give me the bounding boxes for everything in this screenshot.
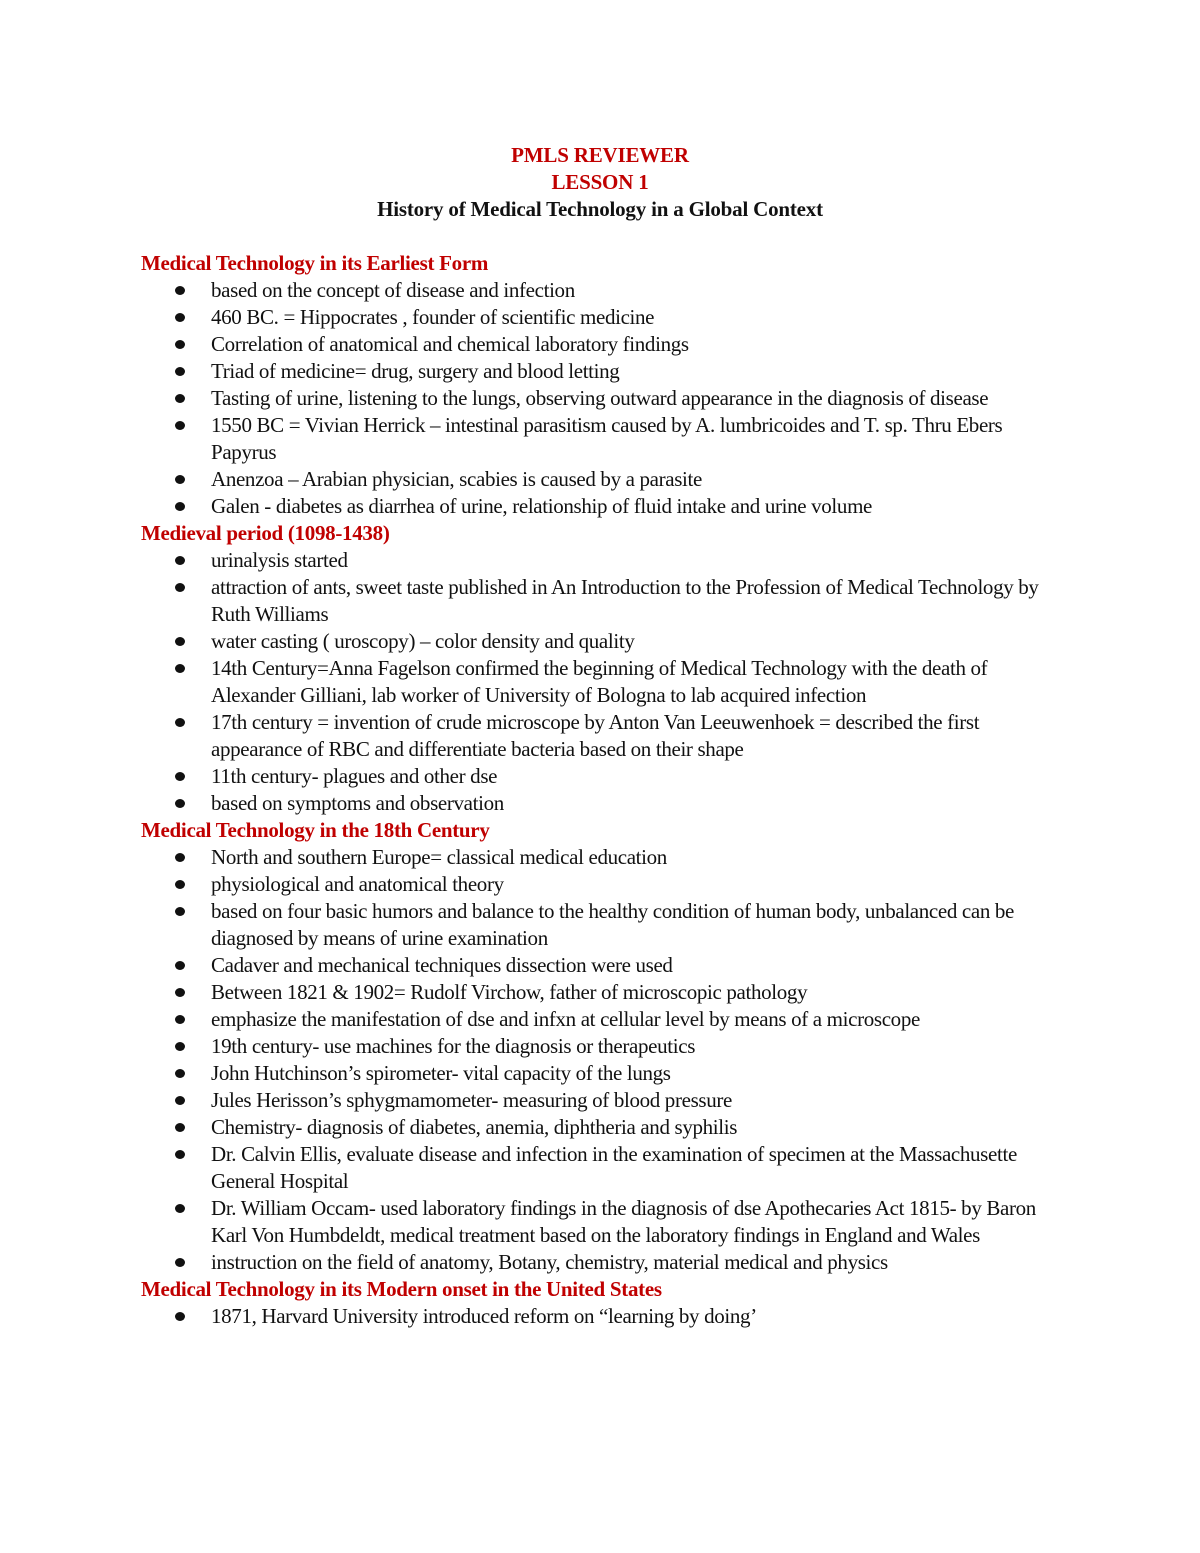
list-item — [141, 412, 1071, 466]
list-item — [141, 1006, 1071, 1033]
bullet-icon — [175, 583, 185, 592]
bullet-icon — [175, 1312, 185, 1321]
list-item — [141, 763, 1071, 790]
bullet-icon — [175, 799, 185, 808]
list-item-text: Dr. William Occam- used laboratory findings in the diagnosis of dse Apothecaries Act 1815- by Baron Karl Von Humbdeldt, medical treatment based on the laboratory findings in England and Wales — [211, 1196, 1036, 1247]
bullet-icon — [175, 394, 185, 403]
bullet-icon — [175, 475, 185, 484]
list-item — [141, 304, 1071, 331]
section — [141, 250, 1071, 520]
bullet-icon — [175, 286, 185, 295]
list-item — [141, 628, 1071, 655]
list-item-text: based on the concept of disease and infection — [211, 278, 575, 302]
list-item — [141, 790, 1071, 817]
bullet-list — [141, 1303, 1071, 1330]
list-item-text: instruction on the field of anatomy, Botany, chemistry, material medical and physics — [211, 1250, 888, 1274]
section — [141, 817, 1071, 1276]
list-item-text: 17th century = invention of crude microscope by Anton Van Leeuwenhoek = described the first appearance of RBC and differentiate bacteria based on their shape — [211, 710, 980, 761]
bullet-icon — [175, 1258, 185, 1267]
list-item-text: based on four basic humors and balance to the healthy condition of human body, unbalanced can be diagnosed by means of urine examination — [211, 899, 1015, 950]
section-heading: Medical Technology in its Modern onset in the United States — [141, 1277, 662, 1301]
bullet-list — [141, 844, 1071, 1276]
bullet-icon — [175, 988, 185, 997]
list-item-text: Tasting of urine, listening to the lungs, observing outward appearance in the diagnosis of disease — [211, 386, 989, 410]
list-item-text: physiological and anatomical theory — [211, 872, 504, 896]
list-item-text: Jules Herisson’s sphygmamometer- measuring of blood pressure — [211, 1088, 732, 1112]
lesson-label: LESSON 1 — [551, 170, 649, 194]
list-item — [141, 358, 1071, 385]
list-item — [141, 1303, 1071, 1330]
bullet-icon — [175, 772, 185, 781]
list-item-text: urinalysis started — [211, 548, 348, 572]
list-item — [141, 1195, 1071, 1249]
bullet-icon — [175, 961, 185, 970]
list-item — [141, 871, 1071, 898]
list-item — [141, 1060, 1071, 1087]
list-item-text: North and southern Europe= classical medical education — [211, 845, 667, 869]
list-item — [141, 1249, 1071, 1276]
list-item-text: 460 BC. = Hippocrates , founder of scientific medicine — [211, 305, 655, 329]
section-heading: Medical Technology in the 18th Century — [141, 818, 490, 842]
list-item — [141, 1114, 1071, 1141]
list-item — [141, 466, 1071, 493]
bullet-icon — [175, 907, 185, 916]
list-item — [141, 709, 1071, 763]
list-item — [141, 898, 1071, 952]
list-item-text: water casting ( uroscopy) – color density and quality — [211, 629, 635, 653]
list-item-text: attraction of ants, sweet taste published in An Introduction to the Profession of Medical Technology by Ruth Williams — [211, 575, 1039, 626]
lesson-subtitle: History of Medical Technology in a Global Context — [377, 197, 823, 221]
list-item-text: Cadaver and mechanical techniques dissection were used — [211, 953, 673, 977]
list-item — [141, 1141, 1071, 1195]
list-item — [141, 979, 1071, 1006]
bullet-icon — [175, 1042, 185, 1051]
section — [141, 1276, 1071, 1330]
bullet-icon — [175, 1069, 185, 1078]
list-item — [141, 331, 1071, 358]
list-item-text: based on symptoms and observation — [211, 791, 504, 815]
bullet-icon — [175, 637, 185, 646]
bullet-icon — [175, 718, 185, 727]
bullet-list — [141, 277, 1071, 520]
bullet-icon — [175, 1150, 185, 1159]
list-item-text: Anenzoa – Arabian physician, scabies is caused by a parasite — [211, 467, 702, 491]
bullet-icon — [175, 1123, 185, 1132]
bullet-icon — [175, 367, 185, 376]
bullet-icon — [175, 1015, 185, 1024]
document-header — [0, 142, 1200, 223]
list-item-text: Correlation of anatomical and chemical laboratory findings — [211, 332, 689, 356]
bullet-icon — [175, 502, 185, 511]
bullet-list — [141, 547, 1071, 817]
list-item — [141, 547, 1071, 574]
list-item-text: 14th Century=Anna Fagelson confirmed the beginning of Medical Technology with the death of Alexander Gilliani, lab worker of University of Bologna to lab acquired infection — [211, 656, 988, 707]
section-heading: Medieval period (1098-1438) — [141, 521, 390, 545]
bullet-icon — [175, 1204, 185, 1213]
list-item-text: 1871, Harvard University introduced reform on “learning by doing’ — [211, 1304, 757, 1328]
list-item-text: 19th century- use machines for the diagnosis or therapeutics — [211, 1034, 696, 1058]
list-item — [141, 952, 1071, 979]
list-item — [141, 844, 1071, 871]
list-item-text: Galen - diabetes as diarrhea of urine, relationship of fluid intake and urine volume — [211, 494, 873, 518]
bullet-icon — [175, 556, 185, 565]
list-item — [141, 385, 1071, 412]
section — [141, 520, 1071, 817]
document-body — [141, 250, 1071, 1330]
list-item-text: Between 1821 & 1902= Rudolf Virchow, father of microscopic pathology — [211, 980, 808, 1004]
bullet-icon — [175, 313, 185, 322]
bullet-icon — [175, 421, 185, 430]
list-item — [141, 493, 1071, 520]
list-item-text: Dr. Calvin Ellis, evaluate disease and infection in the examination of specimen at the Massachusette General Hospital — [211, 1142, 1017, 1193]
list-item-text: 1550 BC = Vivian Herrick – intestinal parasitism caused by A. lumbricoides and T. sp. Thru Ebers Papyrus — [211, 413, 1003, 464]
list-item — [141, 574, 1071, 628]
list-item-text: emphasize the manifestation of dse and infxn at cellular level by means of a microscope — [211, 1007, 920, 1031]
list-item-text: 11th century- plagues and other dse — [211, 764, 498, 788]
list-item — [141, 655, 1071, 709]
bullet-icon — [175, 853, 185, 862]
bullet-icon — [175, 1096, 185, 1105]
document-title: PMLS REVIEWER — [511, 143, 689, 167]
list-item-text: John Hutchinson’s spirometer- vital capacity of the lungs — [211, 1061, 671, 1085]
list-item — [141, 1033, 1071, 1060]
bullet-icon — [175, 340, 185, 349]
list-item-text: Chemistry- diagnosis of diabetes, anemia, diphtheria and syphilis — [211, 1115, 738, 1139]
list-item — [141, 1087, 1071, 1114]
list-item — [141, 277, 1071, 304]
section-heading: Medical Technology in its Earliest Form — [141, 251, 489, 275]
list-item-text: Triad of medicine= drug, surgery and blood letting — [211, 359, 620, 383]
bullet-icon — [175, 664, 185, 673]
bullet-icon — [175, 880, 185, 889]
